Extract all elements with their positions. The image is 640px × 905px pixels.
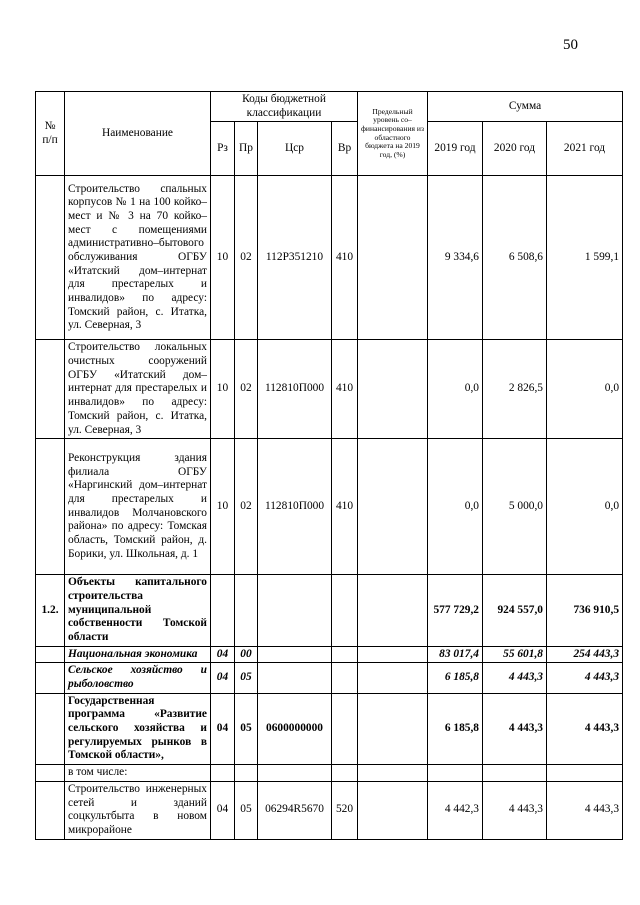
cell-2021: 1 599,1 bbox=[547, 176, 623, 340]
cell-rz bbox=[211, 765, 235, 782]
cell-vr: 410 bbox=[332, 439, 358, 575]
cell-rz bbox=[211, 575, 235, 646]
cell-2021: 4 443,3 bbox=[547, 663, 623, 693]
header-vr: Вр bbox=[332, 122, 358, 176]
cell-name: в том числе: bbox=[65, 765, 211, 782]
cell-num bbox=[36, 439, 65, 575]
cell-2021: 0,0 bbox=[547, 439, 623, 575]
header-csr: Цср bbox=[258, 122, 332, 176]
budget-table bbox=[35, 91, 623, 840]
cell-pr: 05 bbox=[235, 781, 258, 839]
cell-vr bbox=[332, 646, 358, 663]
header-row-1 bbox=[36, 92, 623, 122]
header-codes: Коды бюджетной классификации bbox=[211, 92, 358, 122]
cell-name: Реконструкция здания филиала ОГБУ «Наргинский дом–интернат для престарелых и инвалидов Молчановского района» по адресу: Томская область, Томский район, д. Борики, ул. Школьная, д. 1 bbox=[65, 439, 211, 575]
cell-pr: 02 bbox=[235, 439, 258, 575]
cell-limit bbox=[358, 693, 428, 764]
cell-pr: 02 bbox=[235, 176, 258, 340]
cell-rz: 10 bbox=[211, 340, 235, 439]
header-pr: Пр bbox=[235, 122, 258, 176]
cell-2021: 0,0 bbox=[547, 340, 623, 439]
table-row bbox=[36, 765, 623, 782]
cell-vr bbox=[332, 693, 358, 764]
cell-2019 bbox=[428, 765, 483, 782]
cell-num bbox=[36, 176, 65, 340]
cell-limit bbox=[358, 439, 428, 575]
table-row-subtotal bbox=[36, 646, 623, 663]
cell-2021: 736 910,5 bbox=[547, 575, 623, 646]
cell-2021: 254 443,3 bbox=[547, 646, 623, 663]
cell-2019: 577 729,2 bbox=[428, 575, 483, 646]
cell-pr: 05 bbox=[235, 663, 258, 693]
cell-rz: 04 bbox=[211, 663, 235, 693]
cell-name: Государственная программа «Развитие сельского хозяйства и регулируемых рынков в Томской области», bbox=[65, 693, 211, 764]
cell-2020: 2 826,5 bbox=[483, 340, 547, 439]
cell-2019: 83 017,4 bbox=[428, 646, 483, 663]
table-row bbox=[36, 781, 623, 839]
cell-2019: 9 334,6 bbox=[428, 176, 483, 340]
header-2020: 2020 год bbox=[483, 122, 547, 176]
cell-name: Строительство локальных очистных сооружений ОГБУ «Итатский дом–интернат для престарелых и инвалидов» по адресу: Томский район, с. Итатка, ул. Северная, 3 bbox=[65, 340, 211, 439]
header-2021: 2021 год bbox=[547, 122, 623, 176]
cell-pr bbox=[235, 575, 258, 646]
cell-name: Строительство инженерных сетей и зданий соцкультбыта в новом микрорайоне bbox=[65, 781, 211, 839]
cell-vr bbox=[332, 765, 358, 782]
header-2019: 2019 год bbox=[428, 122, 483, 176]
cell-vr: 410 bbox=[332, 176, 358, 340]
cell-limit bbox=[358, 646, 428, 663]
cell-2020: 924 557,0 bbox=[483, 575, 547, 646]
cell-2021: 4 443,3 bbox=[547, 781, 623, 839]
cell-2020 bbox=[483, 765, 547, 782]
cell-2019: 0,0 bbox=[428, 340, 483, 439]
cell-num bbox=[36, 781, 65, 839]
cell-csr bbox=[258, 765, 332, 782]
cell-num: 1.2. bbox=[36, 575, 65, 646]
cell-limit bbox=[358, 340, 428, 439]
cell-csr: 0600000000 bbox=[258, 693, 332, 764]
cell-2020: 4 443,3 bbox=[483, 781, 547, 839]
cell-2020: 5 000,0 bbox=[483, 439, 547, 575]
cell-rz: 04 bbox=[211, 693, 235, 764]
cell-pr: 05 bbox=[235, 693, 258, 764]
cell-limit bbox=[358, 575, 428, 646]
cell-csr: 112Р351210 bbox=[258, 176, 332, 340]
cell-name: Объекты капитального строительства муниципальной собственности Томской области bbox=[65, 575, 211, 646]
cell-name: Национальная экономика bbox=[65, 646, 211, 663]
header-name: Наименование bbox=[65, 92, 211, 176]
cell-num bbox=[36, 765, 65, 782]
cell-2020: 55 601,8 bbox=[483, 646, 547, 663]
cell-2019: 0,0 bbox=[428, 439, 483, 575]
cell-2020: 6 508,6 bbox=[483, 176, 547, 340]
cell-csr bbox=[258, 663, 332, 693]
cell-csr bbox=[258, 575, 332, 646]
cell-pr: 02 bbox=[235, 340, 258, 439]
table-row bbox=[36, 176, 623, 340]
cell-2021 bbox=[547, 765, 623, 782]
cell-2020: 4 443,3 bbox=[483, 663, 547, 693]
page-number: 50 bbox=[563, 37, 578, 53]
cell-vr: 520 bbox=[332, 781, 358, 839]
table-row bbox=[36, 439, 623, 575]
cell-name: Сельское хозяйство и рыболовство bbox=[65, 663, 211, 693]
cell-2019: 4 442,3 bbox=[428, 781, 483, 839]
cell-2020: 4 443,3 bbox=[483, 693, 547, 764]
cell-name: Строительство спальных корпусов № 1 на 100 койко–мест и № 3 на 70 койко–мест с помещениями административно–бытового обслуживания ОГБУ «Итатский дом–интернат для престарелых и инвалидов» по адресу: Томский район, с. Итатка, ул. Северная, 3 bbox=[65, 176, 211, 340]
cell-vr bbox=[332, 663, 358, 693]
cell-num bbox=[36, 663, 65, 693]
table-row bbox=[36, 340, 623, 439]
cell-pr: 00 bbox=[235, 646, 258, 663]
cell-limit bbox=[358, 765, 428, 782]
cell-rz: 10 bbox=[211, 439, 235, 575]
cell-2019: 6 185,8 bbox=[428, 693, 483, 764]
cell-vr bbox=[332, 575, 358, 646]
cell-limit bbox=[358, 781, 428, 839]
cell-pr bbox=[235, 765, 258, 782]
cell-csr: 112810П000 bbox=[258, 439, 332, 575]
cell-rz: 04 bbox=[211, 781, 235, 839]
cell-csr bbox=[258, 646, 332, 663]
header-rz: Рз bbox=[211, 122, 235, 176]
cell-rz: 04 bbox=[211, 646, 235, 663]
cell-num bbox=[36, 646, 65, 663]
header-limit: Предельный уровень со–финансирования из областного бюджета на 2019 год, (%) bbox=[358, 92, 428, 176]
cell-limit bbox=[358, 176, 428, 340]
cell-limit bbox=[358, 663, 428, 693]
header-num: № п/п bbox=[36, 92, 65, 176]
cell-rz: 10 bbox=[211, 176, 235, 340]
cell-2019: 6 185,8 bbox=[428, 663, 483, 693]
cell-num bbox=[36, 693, 65, 764]
header-sum: Сумма bbox=[428, 92, 623, 122]
cell-num bbox=[36, 340, 65, 439]
cell-csr: 112810П000 bbox=[258, 340, 332, 439]
table-row-section bbox=[36, 575, 623, 646]
cell-2021: 4 443,3 bbox=[547, 693, 623, 764]
cell-csr: 06294R5670 bbox=[258, 781, 332, 839]
table-row-program bbox=[36, 693, 623, 764]
cell-vr: 410 bbox=[332, 340, 358, 439]
table-row-subtotal bbox=[36, 663, 623, 693]
